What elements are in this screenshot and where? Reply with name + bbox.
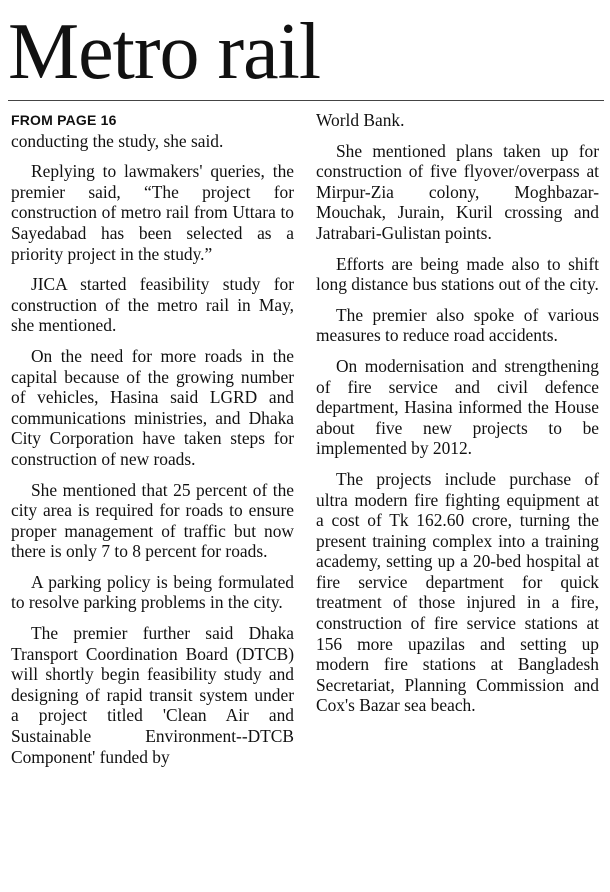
article-paragraph: The projects include purchase of ultra modern fire fighting equipment at a cost of Tk 162.60 crore, turning the present training complex into a training academy, setting up a 20-bed hospital at fire service department for quick treatment of those injured in a fire, construction of fire service stations at 156 more upazilas and setting up modern fire stations at Bangladesh Secretariat, Planning Commission and Cox's Bazar sea beach.	[316, 468, 599, 716]
continuation-kicker: FROM PAGE 16	[11, 112, 117, 128]
article-paragraph: On the need for more roads in the capital because of the growing number of vehicles, Hasina said LGRD and communications ministries, and Dhaka City Corporation have taken steps for construction of new roads.	[11, 345, 294, 469]
headline: Metro rail	[8, 8, 321, 96]
article-paragraph: On modernisation and strengthening of fire service and civil defence department, Hasina informed the House about five new projects to be implemented by 2012.	[316, 355, 599, 459]
article-paragraph: World Bank.	[316, 110, 405, 130]
article-paragraph: The premier also spoke of various measures to reduce road accidents.	[316, 304, 599, 346]
article-column-right	[316, 110, 599, 726]
article-paragraph: Replying to lawmakers' queries, the premier said, “The project for construction of metro rail from Uttara to Sayedabad has been selected as a priority project in the study.”	[11, 161, 294, 264]
article-paragraph: Efforts are being made also to shift long distance bus stations out of the city.	[316, 253, 599, 295]
article-column-left	[11, 110, 294, 777]
article-paragraph: The premier further said Dhaka Transport Coordination Board (DTCB) will shortly begin feasibility study and designing of rapid transit system under a project titled 'Clean Air and Sustainable Environment--DTCB Component' funded by	[11, 623, 294, 767]
article-paragraph: A parking policy is being formulated to resolve parking problems in the city.	[11, 571, 294, 613]
headline-rule	[8, 100, 604, 101]
article-paragraph: JICA started feasibility study for construction of the metro rail in May, she mentioned.	[11, 274, 294, 336]
article-paragraph: She mentioned that 25 percent of the city area is required for roads to ensure proper management of traffic but now there is only 7 to 8 percent for roads.	[11, 479, 294, 562]
article-paragraph: conducting the study, she said.	[11, 130, 224, 151]
article-paragraph: She mentioned plans taken up for construction of five flyover/overpass at Mirpur-Zia colony, Moghbazar-Mouchak, Jurain, Kuril crossing and Jatrabari-Gulistan points.	[316, 140, 599, 243]
